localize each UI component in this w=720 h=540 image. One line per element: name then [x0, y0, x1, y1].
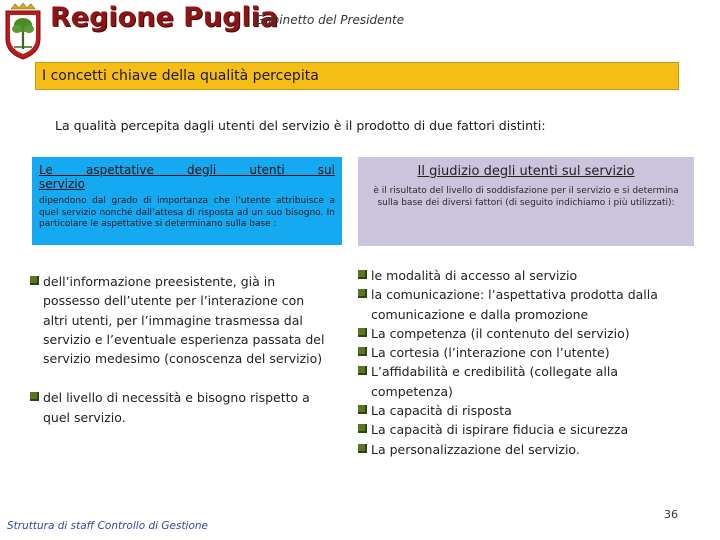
- checkbox-bullet-icon: [358, 444, 367, 453]
- expectations-text: dipendono dal grado di importanza che l’utente attribuisce a quel servizio nonché dall’attesa di risposta ad un suo bisogno. In particolare le aspettative si determinano sulla base :: [39, 196, 335, 229]
- list-item: La personalizzazione del servizio.: [358, 440, 688, 459]
- office-name: Gabinetto del Presidente: [255, 13, 405, 27]
- checkbox-bullet-icon: [358, 424, 367, 433]
- judgement-factors-list: [358, 266, 688, 459]
- region-coat-of-arms-logo: [3, 3, 43, 61]
- list-item: La cortesia (l’interazione con l’utente): [358, 343, 688, 362]
- brand-title: Regione Puglia: [50, 2, 279, 33]
- list-item: dell’informazione preesistente, già in possesso dell’utente per l’interazione con altri utenti, per l’immagine trasmessa dal servizio e l’eventuale esperienza passata del servizio medesimo (conoscenza del servizio): [30, 272, 330, 368]
- judgement-heading: Il giudizio degli utenti sul servizio: [417, 164, 635, 179]
- checkbox-bullet-icon: [358, 347, 367, 356]
- list-item: La capacità di ispirare fiducia e sicurezza: [358, 420, 688, 439]
- list-item: La competenza (il contenuto del servizio): [358, 324, 688, 343]
- expectations-box: [32, 157, 342, 245]
- judgement-box: [358, 157, 694, 246]
- list-item: La capacità di risposta: [358, 401, 688, 420]
- checkbox-bullet-icon: [30, 276, 39, 285]
- checkbox-bullet-icon: [358, 328, 367, 337]
- expectations-factors-list: [30, 272, 330, 447]
- list-item: la comunicazione: l’aspettativa prodotta dalla comunicazione e dalla promozione: [358, 285, 688, 324]
- list-item: del livello di necessità e bisogno rispetto a quel servizio.: [30, 388, 330, 427]
- checkbox-bullet-icon: [30, 392, 39, 401]
- banner-title: I concetti chiave della qualità percepita: [42, 68, 319, 84]
- checkbox-bullet-icon: [358, 366, 367, 375]
- checkbox-bullet-icon: [358, 270, 367, 279]
- footer-department: Struttura di staff Controllo di Gestione: [7, 520, 209, 532]
- list-item: le modalità di accesso al servizio: [358, 266, 688, 285]
- judgement-text: è il risultato del livello di soddisfazione per il servizio e si determina sulla base dei diversi fattori (di seguito indichiamo i più utilizzati):: [373, 186, 679, 208]
- checkbox-bullet-icon: [358, 289, 367, 298]
- page-number: 36: [664, 508, 678, 521]
- list-item: L’affidabilità e credibilità (collegate alla competenza): [358, 362, 688, 401]
- checkbox-bullet-icon: [358, 405, 367, 414]
- title-banner: [35, 62, 679, 90]
- intro-sentence: La qualità percepita dagli utenti del servizio è il prodotto di due fattori distinti:: [55, 118, 546, 133]
- expectations-heading: Le aspettative degli utenti sul servizio: [39, 163, 335, 191]
